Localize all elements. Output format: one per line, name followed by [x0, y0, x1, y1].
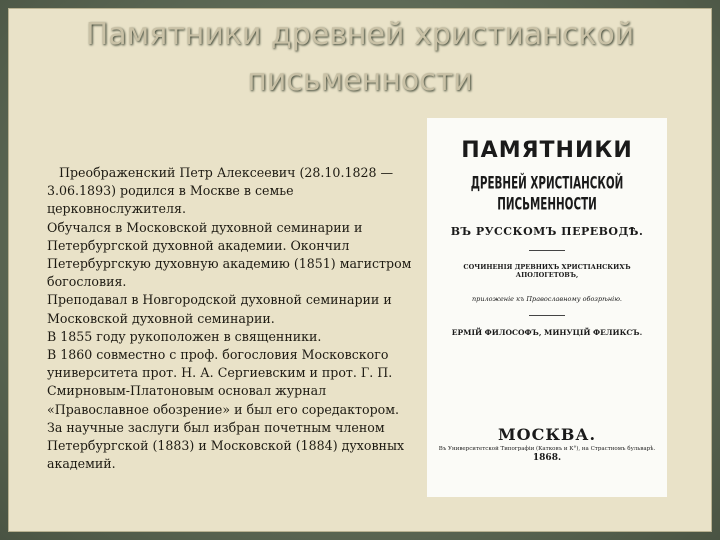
book-translation-note: ВЪ РУССКОМЪ ПЕРЕВОДѢ. — [450, 225, 644, 238]
paragraph-teaching: Преподавал в Новгородской духовной семинарии и Московской духовной семинарии. — [47, 292, 392, 326]
book-title: ПАМЯТНИКИ — [461, 138, 633, 163]
book-cover-image — [427, 118, 667, 497]
paragraph-honors: За научные заслуги был избран почетным членом Петербургской (1883) и Московской (1884) духовных академий. — [47, 419, 405, 472]
book-subtitle: ДРЕВНЕЙ ХРИСТІАНСКОЙ ПИСЬМЕННОСТИ — [470, 172, 624, 214]
book-city: МОСКВА. — [497, 425, 597, 444]
title-line-1: Памятники древней христианской — [85, 17, 635, 52]
book-divider — [529, 250, 565, 251]
biography-text — [47, 164, 417, 473]
book-press: Въ Университетской Типографіи (Катковъ и К°), на Страстномъ бульварѣ. — [438, 446, 656, 452]
book-line-apologists: СОЧИНЕНІЯ ДРЕВНИХЪ ХРИСТІАНСКИХЪ АПОЛОГЕТОВЪ, — [463, 263, 631, 279]
paragraph-ordination: В 1855 году рукоположен в священники. — [47, 328, 322, 344]
title-line-2: письменности — [247, 63, 473, 98]
paragraph-journal: В 1860 совместно с проф. богословия Московского университета прот. Н. А. Сергиевским и прот. Г. П. Смирновым-Платоновым основал журнал «Православное обозрение» и был его соредактором. — [47, 347, 400, 417]
paragraph-education: Обучался в Московской духовной семинарии и Петербургской духовной академии. Окончил Петербургскую духовную академию (1851) магистром богословия. — [47, 219, 412, 290]
book-divider-2 — [529, 315, 565, 316]
book-year: 1868. — [532, 453, 562, 463]
slide-title — [0, 12, 720, 104]
book-line-supplement: приложеніе къ Православному обозрѣнію. — [471, 295, 623, 303]
book-authors: ЕРМІЙ ФИЛОСОФЪ, МИНУЦІЙ ФЕЛИКСЪ. — [451, 328, 643, 337]
paragraph-birth: Преображенский Петр Алексеевич (28.10.1828 — 3.06.1893) родился в Москве в семье церковнослужителя. — [47, 165, 394, 217]
